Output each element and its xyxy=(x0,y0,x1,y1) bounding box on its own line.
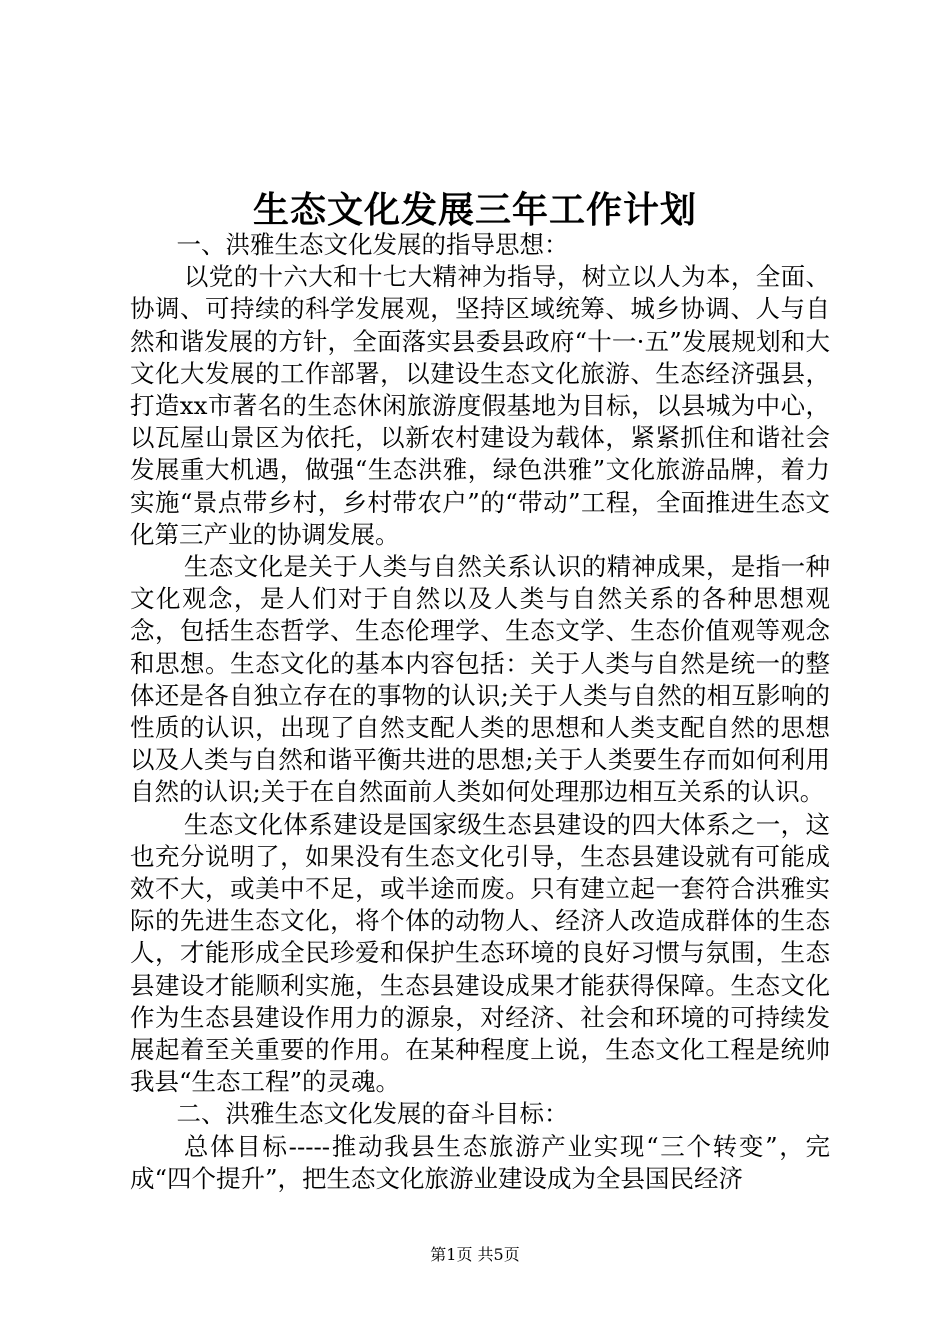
paragraph-2: 生态文化是关于人类与自然关系认识的精神成果，是指一种文化观念，是人们对于自然以及人类与自然关系的各种思想观念，包括生态哲学、生态伦理学、生态文学、生态价值观等观念和思想。生态文化的基本内容包括：关于人类与自然是统一的整体还是各自独立存在的事物的认识;关于人类与自然的相互影响的性质的认识，出现了自然支配人类的思想和人类支配自然的思想以及人类与自然和谐平衡共进的思想;关于人类要生存而如何利用自然的认识;关于在自然面前人类如何处理那边相互关系的认识。 xyxy=(130,552,830,807)
document-title: 生态文化发展三年工作计划 xyxy=(252,189,697,231)
paragraph-1: 以党的十六大和十七大精神为指导，树立以人为本，全面、协调、可持续的科学发展观，坚持区域统筹、城乡协调、人与自然和谐发展的方针，全面落实县委县政府“十一·五”发展规划和大文化大发展的工作部署，以建设生态文化旅游、生态经济强县，打造xx市著名的生态休闲旅游度假基地为目标，以县城为中心，以瓦屋山景区为依托，以新农村建设为载体，紧紧抓住和谐社会发展重大机遇，做强“生态洪雅，绿色洪雅”文化旅游品牌，着力实施“景点带乡村，乡村带农户”的“带动”工程，全面推进生态文化第三产业的协调发展。 xyxy=(130,262,830,549)
paragraph-4: 总体目标-----推动我县生态旅游产业实现“三个转变”，完成“四个提升”，把生态文化旅游业建设成为全县国民经济 xyxy=(130,1131,830,1193)
page-footer: 第1页 共5页 xyxy=(430,1245,520,1264)
document-body xyxy=(130,229,830,1195)
section-heading-2: 二、洪雅生态文化发展的奋斗目标： xyxy=(176,1099,569,1129)
paragraph-3: 生态文化体系建设是国家级生态县建设的四大体系之一，这也充分说明了，如果没有生态文化引导，生态县建设就有可能成效不大，或美中不足，或半途而废。只有建立起一套符合洪雅实际的先进生态文化，将个体的动物人、经济人改造成群体的生态人，才能形成全民珍爱和保护生态环境的良好习惯与氛围，生态县建设才能顺利实施，生态县建设成果才能获得保障。生态文化作为生态县建设作用力的源泉，对经济、社会和环境的可持续发展起着至关重要的作用。在某种程度上说，生态文化工程是统帅我县“生态工程”的灵魂。 xyxy=(130,809,830,1097)
section-heading-1: 一、洪雅生态文化发展的指导思想： xyxy=(176,230,569,259)
